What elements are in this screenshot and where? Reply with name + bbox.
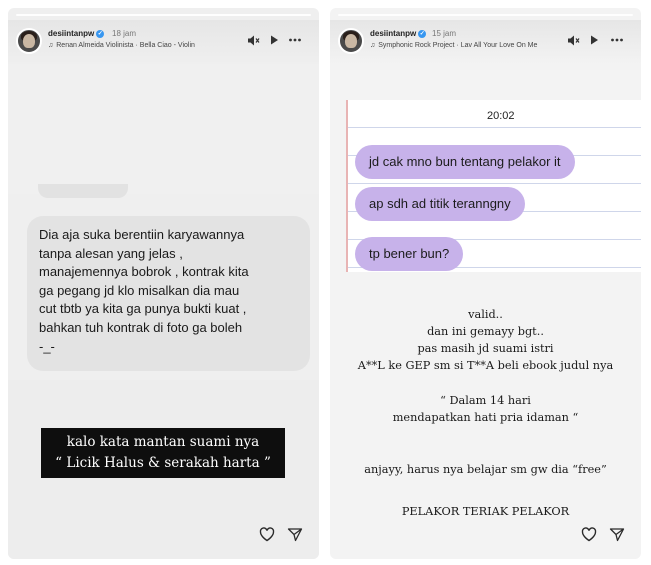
chat-bubble: ap sdh ad titik teranngny — [355, 187, 525, 221]
story-actions — [580, 527, 640, 547]
chat-timestamp: 20:02 — [487, 110, 515, 122]
story-text-line: A**L ke GEP sm si T**A beli ebook judul nya — [357, 359, 614, 372]
avatar[interactable] — [16, 28, 42, 54]
verified-badge-icon: ✓ — [97, 30, 103, 37]
story-left[interactable] — [8, 8, 319, 559]
caption-line: “ Licik Halus & serakah harta ” — [55, 455, 271, 471]
music-note-icon: ♫ — [370, 42, 376, 49]
story-text-line: dan ini gemayy bgt.. — [427, 325, 544, 338]
story-text-line: valid.. — [468, 308, 503, 321]
speaker-muted-icon[interactable] — [246, 34, 260, 48]
speaker-muted-icon[interactable] — [566, 34, 580, 48]
time-ago: 18 jam — [112, 29, 137, 38]
paper-plane-icon[interactable] — [286, 527, 304, 545]
chat-bubble: jd cak mno bun tentang pelakor it — [355, 145, 575, 179]
avatar[interactable] — [338, 28, 364, 54]
screenshot-top-area — [8, 64, 319, 194]
story-progress-bar — [16, 14, 311, 16]
story-text-line: anjayy, harus nya belajar sm gw dia “free” — [364, 463, 607, 476]
caption-line: kalo kata mantan suami nya — [66, 434, 260, 450]
story-actions — [258, 527, 318, 547]
story-right[interactable] — [330, 8, 641, 559]
message-line: bahkan tuh kontrak di foto ga boleh — [39, 319, 243, 335]
time-ago: 15 jam — [432, 29, 457, 38]
partial-message-bubble — [38, 184, 128, 198]
play-icon[interactable] — [587, 34, 601, 48]
caption-box — [41, 428, 285, 478]
message-line: Dia aja suka berentiin karyawannya — [39, 227, 245, 242]
story-text-line: PELAKOR TERIAK PELAKOR — [401, 505, 570, 518]
heart-icon[interactable] — [580, 527, 598, 545]
more-horizontal-icon[interactable] — [610, 34, 624, 48]
chat-bubble: tp bener bun? — [355, 237, 463, 271]
message-line: -_- — [39, 338, 55, 354]
username[interactable]: desiintanpw ✓ — [48, 29, 103, 38]
username[interactable]: desiintanpw ✓ — [370, 29, 425, 38]
chat-screenshot — [346, 100, 641, 272]
story-header — [330, 20, 641, 64]
heart-icon[interactable] — [258, 527, 276, 545]
message-line: tanpa alesan yang jelas , — [39, 245, 183, 261]
song-label[interactable]: ♫ Renan Almeida Violinista · Bella Ciao - Violin — [48, 42, 195, 49]
story-text-line: pas masih jd suami istri — [417, 342, 554, 355]
message-bubble — [27, 216, 310, 371]
story-text-line: mendapatkan hati pria idaman “ — [392, 411, 579, 424]
play-icon[interactable] — [267, 34, 281, 48]
story-header — [8, 20, 319, 64]
song-label[interactable]: ♫ Symphonic Rock Project · Lav All Your Love On Me — [370, 42, 538, 49]
paper-margin-line — [346, 100, 348, 272]
message-line: ga pegang jd klo misalkan dia mau — [39, 282, 240, 298]
verified-badge-icon: ✓ — [419, 30, 425, 37]
paper-plane-icon[interactable] — [608, 527, 626, 545]
music-note-icon: ♫ — [48, 42, 54, 49]
more-horizontal-icon[interactable] — [288, 34, 302, 48]
story-text-line: “ Dalam 14 hari — [440, 394, 531, 407]
message-line: cut tbtb ya kita ga punya bukti kuat , — [39, 301, 247, 317]
message-line: manajemennya bobrok , kontrak kita — [39, 264, 249, 280]
story-progress-bar — [338, 14, 633, 16]
